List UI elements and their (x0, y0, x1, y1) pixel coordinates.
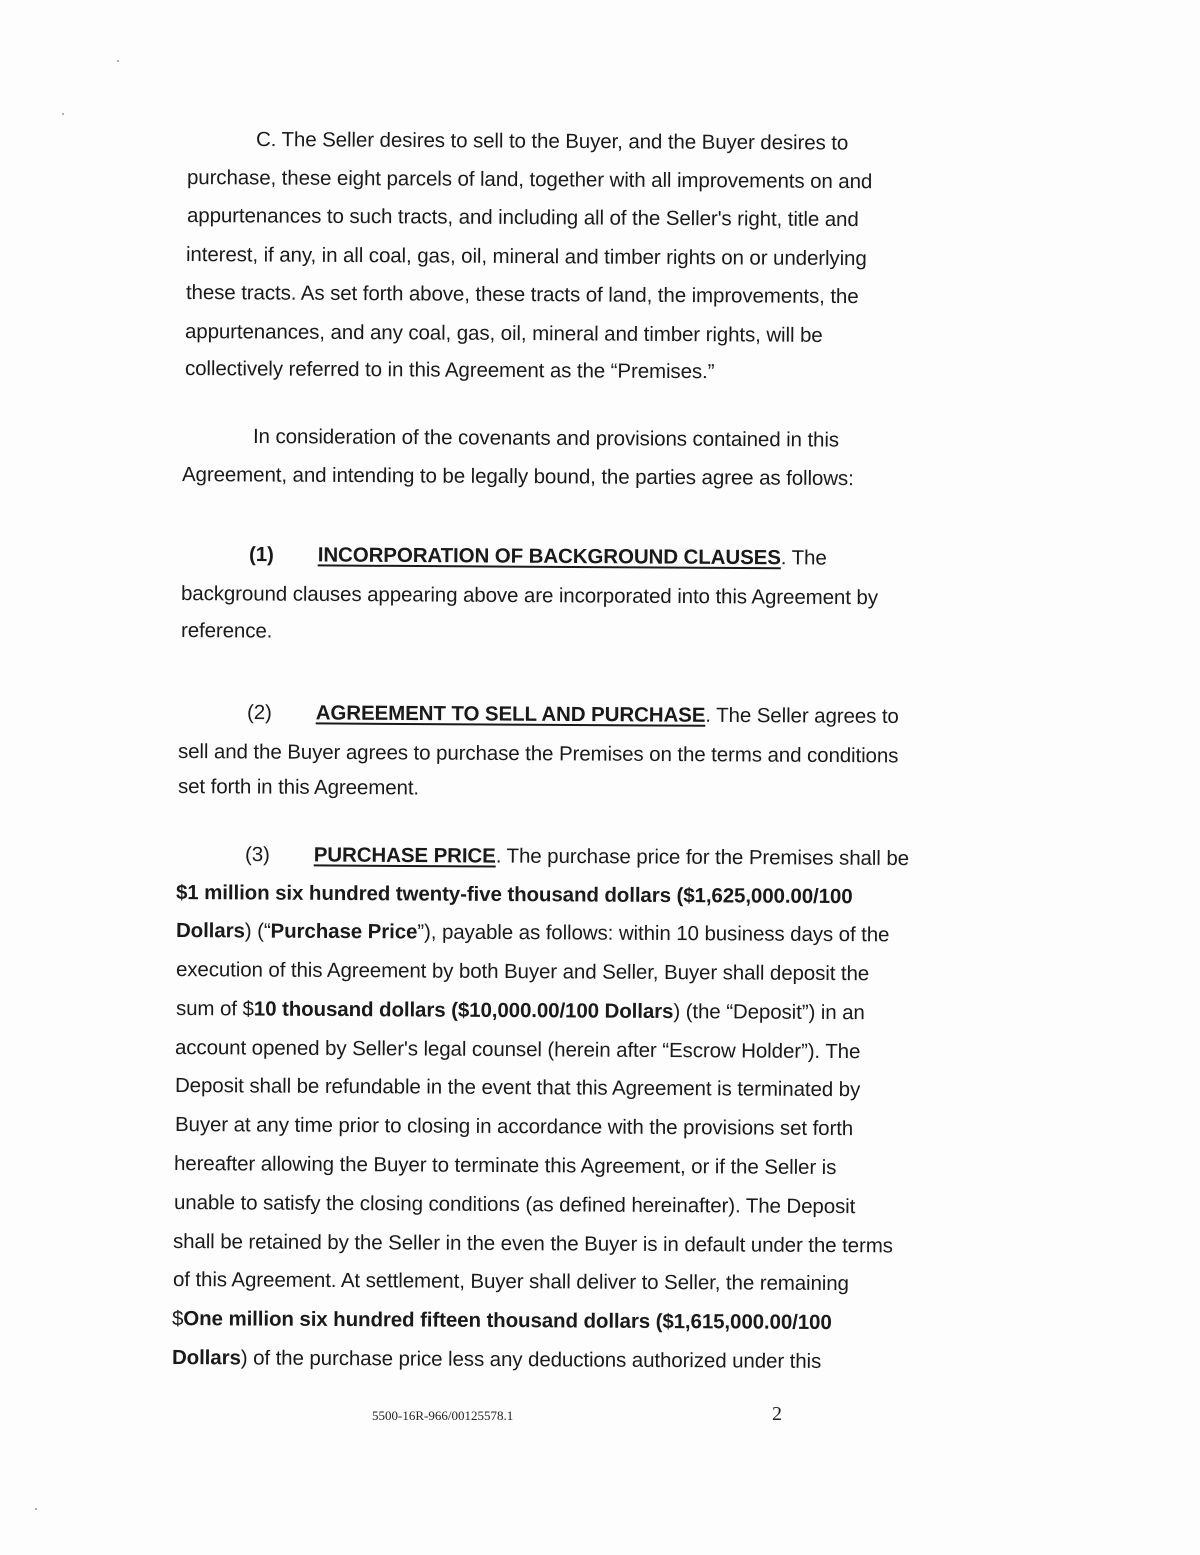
page-number: 2 (772, 1403, 782, 1425)
text-line: In consideration of the covenants and provisions contained in this (252, 425, 840, 452)
scan-speck (117, 60, 119, 62)
defined-term: Purchase Price (270, 919, 418, 944)
text-fragment: ) (“ (244, 919, 271, 943)
deposit-amount: 10 thousand dollars ($10,000.00/100 Dollars (253, 997, 674, 1024)
text-fragment: . The purchase price for the Premises shall be (495, 844, 910, 871)
text-line (172, 1346, 821, 1374)
text-fragment: Dollars (171, 1346, 241, 1370)
section-number: (2) (246, 701, 272, 725)
text-fragment: ”), payable as follows: within 10 business days of the (417, 920, 890, 947)
text-line: account opened by Seller's legal counsel (herein after “Escrow Holder”). The (174, 1036, 861, 1064)
text-line: background clauses appearing above are incorporated into this Agreement by (180, 582, 878, 610)
document-id: 5500-16R-966/00125578.1 (372, 1408, 514, 1423)
scan-speck (35, 1508, 37, 1510)
section-heading-line (249, 543, 827, 571)
text-line: C. The Seller desires to sell to the Buyer, and the Buyer desires to (255, 128, 849, 155)
text-line: unable to satisfy the closing conditions (as defined hereinafter). The Deposit (173, 1191, 856, 1219)
text-line: execution of this Agreement by both Buyer and Seller, Buyer shall deposit the (175, 958, 870, 986)
text-fragment: Dollars (175, 919, 245, 943)
text-line (176, 919, 890, 947)
text-line: set forth in this Agreement. (177, 775, 420, 800)
section-number: (1) (248, 543, 274, 567)
section-heading-line (247, 701, 899, 729)
text-fragment: sum of $ (175, 997, 254, 1021)
text-fragment: $ (171, 1307, 184, 1331)
text-line: reference. (180, 619, 273, 643)
text-line: Buyer at any time prior to closing in accordance with the provisions set forth (174, 1113, 854, 1141)
text-line (176, 997, 865, 1025)
purchase-price-amount: $1 million six hundred twenty-five thousand dollars ($1,625,000.00/100 (175, 881, 853, 909)
text-line: these tracts. As set forth above, these tracts of land, the improvements, the (185, 281, 859, 309)
text-line: Agreement, and intending to be legally bound, the parties agree as follows: (181, 463, 854, 491)
text-line: sell and the Buyer agrees to purchase the Premises on the terms and conditions (177, 740, 899, 768)
text-line: collectively referred to in this Agreement as the “Premises.” (184, 357, 715, 384)
text-line: purchase, these eight parcels of land, together with all improvements on and (186, 166, 873, 194)
text-line: hereafter allowing the Buyer to terminate this Agreement, or if the Seller is (173, 1152, 837, 1180)
text-line: appurtenances to such tracts, and including all of the Seller's right, title and (186, 204, 859, 232)
text-line (172, 1307, 832, 1335)
text-line: interest, if any, in all coal, gas, oil, mineral and timber rights on or underlying (185, 243, 867, 271)
remaining-amount: One million six hundred fifteen thousand dollars ($1,615,000.00/100 (183, 1307, 832, 1335)
section-heading: INCORPORATION OF BACKGROUND CLAUSES (317, 543, 781, 570)
text-fragment: ) (the “Deposit”) in an (673, 1000, 865, 1025)
section-heading-line (245, 843, 909, 871)
text-fragment: . The Seller agrees to (705, 703, 899, 728)
section-heading: AGREEMENT TO SELL AND PURCHASE (315, 701, 706, 727)
section-heading: PURCHASE PRICE (313, 843, 496, 868)
text-line: of this Agreement. At settlement, Buyer shall deliver to Seller, the remaining (172, 1268, 849, 1296)
text-fragment: ) of the purchase price less any deductions authorized under this (240, 1346, 822, 1373)
scan-speck (62, 113, 64, 115)
text-line: shall be retained by the Seller in the even the Buyer is in default under the terms (172, 1230, 893, 1258)
section-number: (3) (244, 843, 270, 867)
text-line: Deposit shall be refundable in the event that this Agreement is terminated by (174, 1074, 861, 1102)
text-fragment: . The (780, 546, 827, 570)
text-line: appurtenances, and any coal, gas, oil, mineral and timber rights, will be (184, 320, 823, 347)
